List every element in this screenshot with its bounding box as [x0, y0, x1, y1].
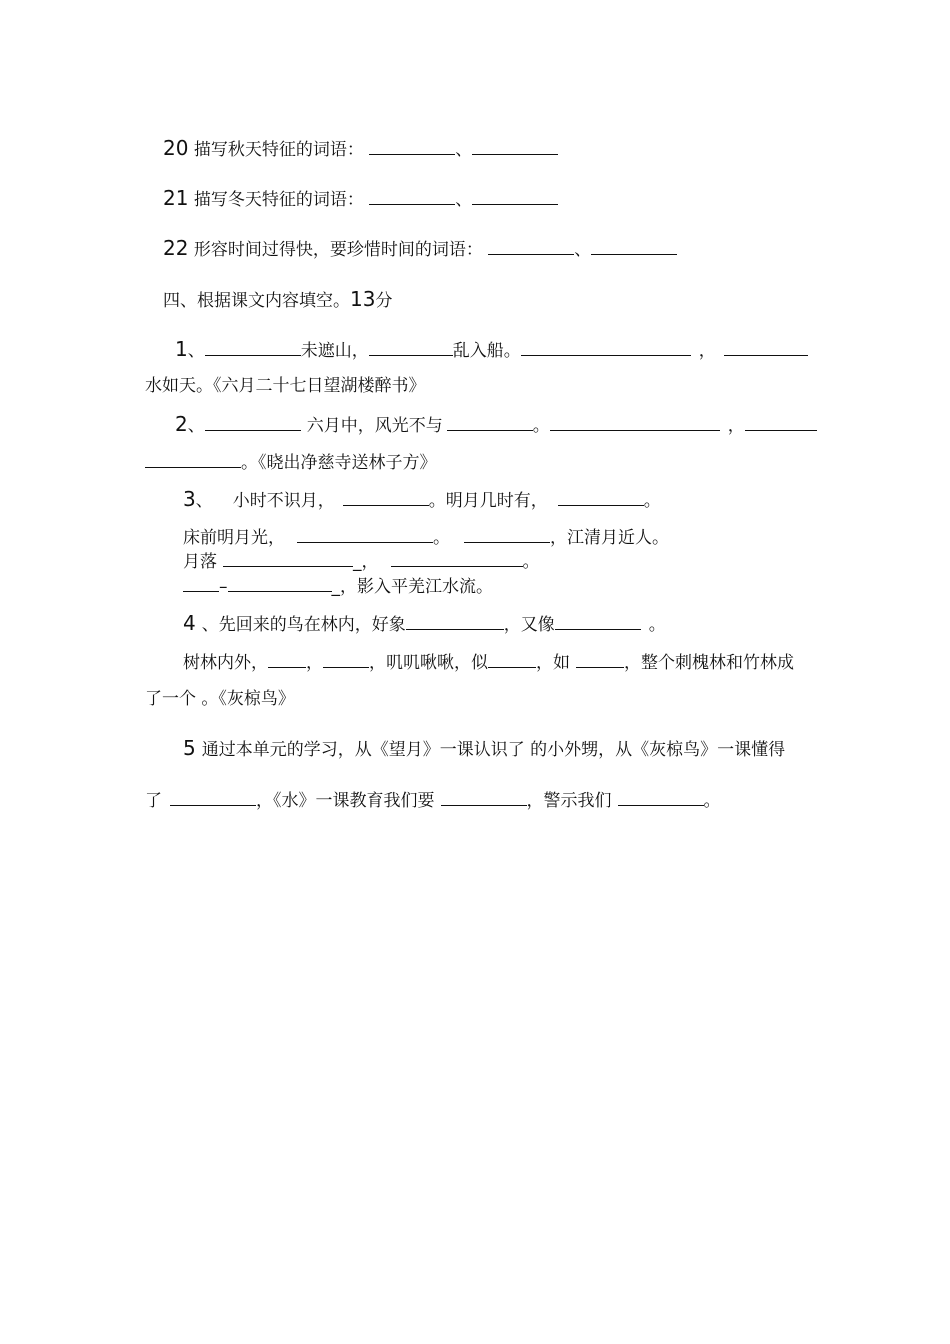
answer-blank[interactable] [521, 338, 691, 356]
answer-blank[interactable] [488, 237, 574, 255]
passage-text: ，又像 [503, 615, 555, 635]
passage-text: 了一个 。《灰椋鸟》 [145, 689, 295, 709]
passage-text: 树林内外， [183, 653, 268, 673]
answer-blank[interactable] [228, 574, 332, 592]
item-number: 3 [183, 487, 196, 511]
question-text: 通过本单元的学习，从《望月》一课认识了 的小外甥，从《灰椋鸟》一课懂得 [201, 740, 786, 760]
answer-blank[interactable] [170, 788, 256, 806]
question-text: 描写秋天特征的词语： [193, 140, 364, 160]
question-text: ，《水》一课教育我们要 [256, 791, 435, 811]
punct: 。 [703, 791, 721, 811]
punct: – [219, 577, 228, 597]
answer-blank[interactable] [183, 574, 219, 592]
question-21 [163, 187, 558, 211]
question-5-line-1 [183, 737, 785, 761]
poem-text: 。《晓出净慈寺送林子方》 [241, 453, 437, 473]
section-score: 13 [350, 287, 376, 311]
answer-blank[interactable] [745, 413, 817, 431]
poem-3-line-1 [183, 488, 661, 512]
answer-blank[interactable] [205, 338, 301, 356]
item-number: 1 [175, 337, 188, 361]
poem-2-line-1 [175, 413, 817, 437]
passage-text: ，整个刺槐林和竹林成 [624, 653, 794, 673]
answer-blank[interactable] [558, 488, 644, 506]
punct: 。 [643, 491, 661, 511]
separator: 、 [455, 140, 473, 160]
poem-2-line-2 [145, 450, 437, 474]
poem-text: _，影入平羌江水流。 [331, 577, 493, 597]
poem-text: 乱入船。 [452, 341, 521, 361]
passage-text: ，叽叽啾啾，似 [369, 653, 488, 673]
poem-3-line-4 [183, 574, 493, 598]
answer-blank[interactable] [591, 237, 677, 255]
answer-blank[interactable] [205, 413, 301, 431]
passage-text: ，如 [536, 653, 570, 673]
section-title: 四、根据课文内容填空。 [163, 291, 350, 311]
question-number: 21 [163, 186, 189, 210]
poem-text: 月落 [183, 552, 217, 572]
punct: ， [306, 653, 323, 673]
separator: 、 [574, 240, 592, 260]
punct: ， [727, 416, 745, 436]
poem-3-line-2 [183, 525, 669, 549]
question-text: 了 [145, 791, 162, 811]
question-5-line-2 [145, 788, 721, 812]
poem-1-line-1 [175, 338, 808, 362]
separator: 、 [455, 190, 473, 210]
question-number: 20 [163, 136, 189, 160]
question-22 [163, 237, 677, 261]
section-score-unit: 分 [375, 291, 393, 311]
answer-blank[interactable] [441, 788, 527, 806]
passage-text: 、先回来的鸟在林内，好象 [201, 615, 406, 635]
answer-blank[interactable] [488, 650, 536, 668]
poem-text: 六月中，风光不与 [306, 416, 443, 436]
punct: 、 [187, 341, 205, 361]
question-20 [163, 137, 558, 161]
answer-blank[interactable] [223, 549, 353, 567]
question-number: 22 [163, 236, 189, 260]
answer-blank[interactable] [369, 338, 453, 356]
answer-blank[interactable] [576, 650, 624, 668]
question-text: 描写冬天特征的词语： [193, 190, 364, 210]
answer-blank[interactable] [472, 187, 558, 205]
answer-blank[interactable] [550, 413, 720, 431]
passage-4-line-2 [183, 650, 794, 674]
answer-blank[interactable] [472, 137, 558, 155]
answer-blank[interactable] [724, 338, 808, 356]
poem-text: ，江清月近人。 [550, 528, 669, 548]
poem-1-line-2 [145, 375, 426, 397]
poem-text: 水如天。《六月二十七日望湖楼醉书》 [145, 376, 426, 396]
poem-text: 小时不识月， [232, 491, 335, 511]
answer-blank[interactable] [343, 488, 429, 506]
answer-blank[interactable] [464, 525, 550, 543]
answer-blank[interactable] [391, 549, 523, 567]
poem-text: 。明月几时有， [428, 491, 548, 511]
item-number: 5 [183, 736, 196, 760]
section-4-heading [163, 288, 392, 312]
item-number: 4 [183, 611, 196, 635]
punct: _， [353, 552, 379, 572]
passage-4-line-3 [145, 688, 295, 710]
answer-blank[interactable] [369, 137, 455, 155]
poem-3-line-3 [183, 549, 540, 573]
punct: 。 [433, 528, 450, 548]
poem-text: 未遮山， [300, 341, 369, 361]
punct: 、 [187, 416, 205, 436]
answer-blank[interactable] [268, 650, 306, 668]
answer-blank[interactable] [145, 450, 241, 468]
question-text: ，警示我们 [526, 791, 612, 811]
answer-blank[interactable] [447, 413, 533, 431]
punct: 。 [648, 615, 666, 635]
question-text: 形容时间过得快，要珍惜时间的词语： [193, 240, 483, 260]
passage-4-line-1 [183, 612, 666, 636]
punct: ， [698, 341, 716, 361]
answer-blank[interactable] [369, 187, 455, 205]
item-number: 2 [175, 412, 188, 436]
answer-blank[interactable] [618, 788, 704, 806]
punct: 、 [195, 491, 213, 511]
answer-blank[interactable] [323, 650, 369, 668]
answer-blank[interactable] [555, 612, 641, 630]
punct: 。 [532, 416, 550, 436]
poem-text: 床前明月光， [183, 528, 285, 548]
answer-blank[interactable] [406, 612, 504, 630]
answer-blank[interactable] [297, 525, 433, 543]
punct: 。 [522, 552, 540, 572]
